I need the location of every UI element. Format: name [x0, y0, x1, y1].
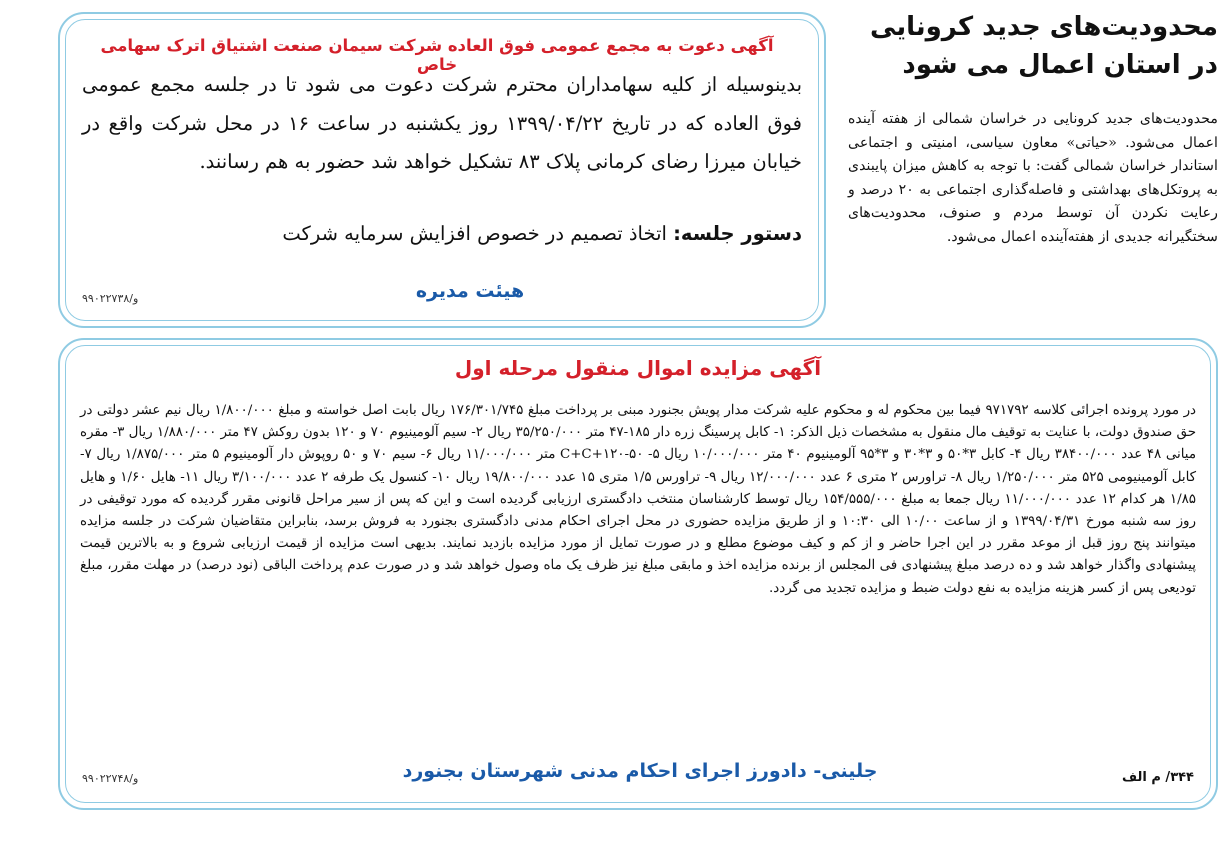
notice-title: آگهی مزایده اموال منقول مرحله اول: [454, 356, 822, 380]
notice-signature: هیئت مدیره: [415, 280, 525, 302]
article-title-line1: محدودیت‌های جدید کرونایی: [870, 12, 1218, 42]
article-body: محدودیت‌های جدید کرونایی در خراسان شمالی از هفته آینده اعمال می‌شود. «حیاتی» معاون سیاسی، امنیتی و اجتماعی استاندار خراسان شمالی گفت: با توجه به کاهش میزان پایبندی به پروتکل‌های بهداشتی و فاصله‌گذاری اجتماعی به ۲۰ درصد و رعایت نکردن آن توسط مردم و صنوف، محدودیت‌های سختگیرانه جدیدی از هفته‌آینده اعمال می‌شود.: [848, 111, 1218, 245]
article-title-line2: در استان اعمال می شود: [902, 50, 1218, 80]
notice-code: ۹۹۰۲۲۷۴۸/و: [82, 772, 139, 785]
article-title: [848, 8, 1218, 84]
agenda-label: دستور جلسه:: [673, 222, 802, 245]
notice-body: در مورد پرونده اجرائی کلاسه ۹۷۱۷۹۲ فیما بین محکوم له و محکوم علیه شرکت مدار پویش بجنورد مبنی بر پرداخت مبلغ ۱۷۶/۳۰۱/۷۴۵ ریال بابت اصل خواسته و مبلغ ۱/۸۰۰/۰۰۰ ریال نیم عشر دولتی در حق صندوق دولت، با عنایت به توقیف مال منقول به مشخصات ذیل الذکر: ۱- کابل پرسینگ زره دار ۱۸۵-۴۷ متر ۳۵/۲۵۰/۰۰۰ ریال ۲- سیم آلومینیوم ۷۰ و ۱۲۰ بدون روکش ۴۷ متر ۱/۸۸۰/۰۰۰ ریال ۳- مقره میانی ۴۸ عدد ۳۸۴۰۰/۰۰۰ ریال ۴- کابل ۳*۵۰ و ۳*۳۰ و ۳*۹۵ آلومینیوم ۴۰ متر ۱۰/۰۰۰/۰۰۰ ریال ۵- C+C+۱۲۰-۵۰ متر ۱۱/۰۰۰/۰۰۰ ریال ۶- سیم ۷۰ و ۵۰ روپوش دار آلومینیوم ۵ متر ۱/۸۷۵/۰۰۰ ریال ۷- کابل آلومینیومی ۵۲۵ متر ۱/۲۵۰/۰۰۰ ریال ۸- تراورس ۲ متری ۶ عدد ۱۲/۰۰۰/۰۰۰ ریال ۹- تراورس ۱/۵ متری ۱۵ عدد ۱۹/۸۰۰/۰۰۰ ریال ۱۰- کنسول یک طرفه ۲ عدد ۳/۱۰۰/۰۰۰ ریال ۱۱- هایل ۱/۶۰ و هایل ۱/۸۵ هر کدام ۱۲ عدد ۱۱/۰۰۰/۰۰۰ ریال جمعا به مبلغ ۱۵۴/۵۵۵/۰۰۰ ریال توسط کارشناسان منتخب دادگستری ارزیابی گردیده است و این که پس از سیر مراحل قانونی مقرر گردیده که مورد توقیفی در روز سه شنبه مورخ ۱۳۹۹/۰۴/۳۱ و از ساعت ۱۰/۰۰ الی ۱۰:۳۰ و از طریق مزایده حضوری در محل اجرای احکام مدنی دادگستری بجنورد به فروش برسد، بنابراین متقاضیان شرکت در جلسه مزایده میتوانند پنج روز قبل از موعد مقرر در این اجرا حاضر و از کم و کیف موضوع مطلع و در صورت تمایل از مورد مزایده بازدید نمایند. بدیهی است مزایده از قیمت ارزیابی شروع و به بالاترین قیمت پیشنهادی واگذار خواهد شد و ده درصد مبلغ پیشنهادی فی المجلس از برنده مزایده اخذ و مابقی مبلغ نیز ظرف یک ماه وصول خواهد شد و در صورت عدم پرداخت الباقی (نود درصد) در مهلت مقرر، مبلغ تودیعی پس از کسر هزینه مزایده به نفع دولت ضبط و مزایده تجدید می گردد.: [80, 403, 1197, 596]
agenda-text: اتخاذ تصمیم در خصوص افزایش سرمایه شرکت: [282, 222, 674, 245]
notice-title: آگهی دعوت به مجمع عمومی فوق العاده شرکت سیمان صنعت اشتیاق اترک سهامی خاص: [100, 36, 774, 74]
notice-signature: جلینی- دادورز اجرای احکام مدنی شهرستان بجنورد: [402, 760, 878, 782]
auction-notice: [58, 338, 1218, 810]
notice-code: ۹۹۰۲۲۷۳۸/و: [82, 292, 139, 305]
invitation-notice: [58, 12, 826, 328]
notice-number: ۳۴۴/ م الف: [1122, 770, 1194, 785]
notice-body: بدینوسیله از کلیه سهامداران محترم شرکت دعوت می شود تا در جلسه مجمع عمومی فوق العاده که در تاریخ ۱۳۹۹/۰۴/۲۲ روز یکشنبه در ساعت ۱۶ در محل شرکت واقع در خیابان میرزا رضای کرمانی پلاک ۸۳ تشکیل خواهد شد حضور به هم رسانند.: [82, 73, 802, 173]
news-article: [848, 8, 1218, 308]
notice-agenda: [282, 222, 802, 245]
